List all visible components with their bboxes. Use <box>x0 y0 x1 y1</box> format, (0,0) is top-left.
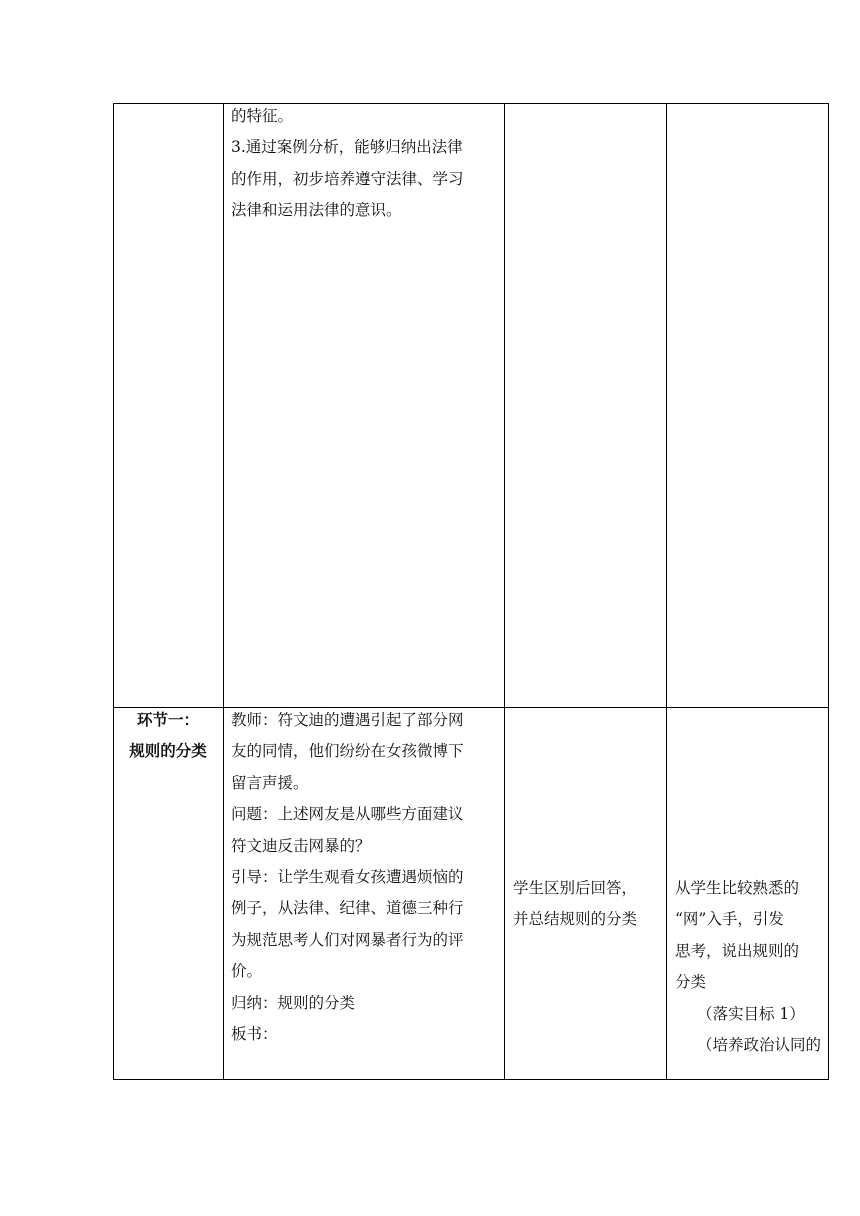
student-line: 学生区别后回答， <box>513 879 638 897</box>
section-label-line: 环节一： <box>136 711 199 729</box>
teacher-line: 板书： <box>231 1025 278 1044</box>
section-label-line: 规则的分类 <box>129 742 207 761</box>
student-line: 并总结规则的分类 <box>513 910 638 929</box>
teacher-line: 引导：让学生观看女孩遭遇烦恼的 <box>231 868 464 887</box>
teacher-line: 为规范思考人们对网暴者行为的评 <box>231 930 464 949</box>
objectives-line: 的特征。 <box>231 107 294 125</box>
intent-line: “网”入手，引发 <box>675 910 784 929</box>
design-intent-cell <box>675 873 828 1061</box>
teacher-line: 友的同情，他们纷纷在女孩微博下 <box>231 742 464 761</box>
teacher-activity-cell <box>231 705 503 1050</box>
intent-line: 分类 <box>675 973 707 992</box>
intent-line: 思考，说出规则的 <box>675 941 800 960</box>
teacher-line: 符文迪反击网暴的？ <box>231 836 371 855</box>
table-border-bottom <box>113 1079 829 1080</box>
objectives-cell <box>231 101 503 227</box>
student-activity-cell <box>513 873 665 936</box>
objectives-line: 3.通过案例分析，能够归纳出法律 <box>231 138 463 157</box>
objectives-line: 的作用，初步培养遵守法律、学习 <box>231 169 464 188</box>
section-label-cell <box>113 705 223 768</box>
teacher-line: 归纳：规则的分类 <box>231 993 356 1012</box>
table-divider-2 <box>504 103 505 1080</box>
objectives-line: 法律和运用法律的意识。 <box>231 201 402 220</box>
teacher-line: 留言声援。 <box>231 773 309 792</box>
intent-line: （落实目标 1） <box>697 1004 805 1023</box>
table-border-right <box>828 103 829 1080</box>
teacher-line: 例子，从法律、纪律、道德三种行 <box>231 899 464 918</box>
table-border-left <box>113 103 114 1080</box>
table-divider-1 <box>223 103 224 1080</box>
teacher-line: 问题：上述网友是从哪些方面建议 <box>231 805 464 824</box>
intent-line: （培养政治认同的 <box>697 1036 822 1055</box>
intent-line: 从学生比较熟悉的 <box>675 879 800 897</box>
table-divider-3 <box>666 103 667 1080</box>
teacher-line: 价。 <box>231 962 263 981</box>
teacher-line: 教师：符文迪的遭遇引起了部分网 <box>231 711 464 729</box>
